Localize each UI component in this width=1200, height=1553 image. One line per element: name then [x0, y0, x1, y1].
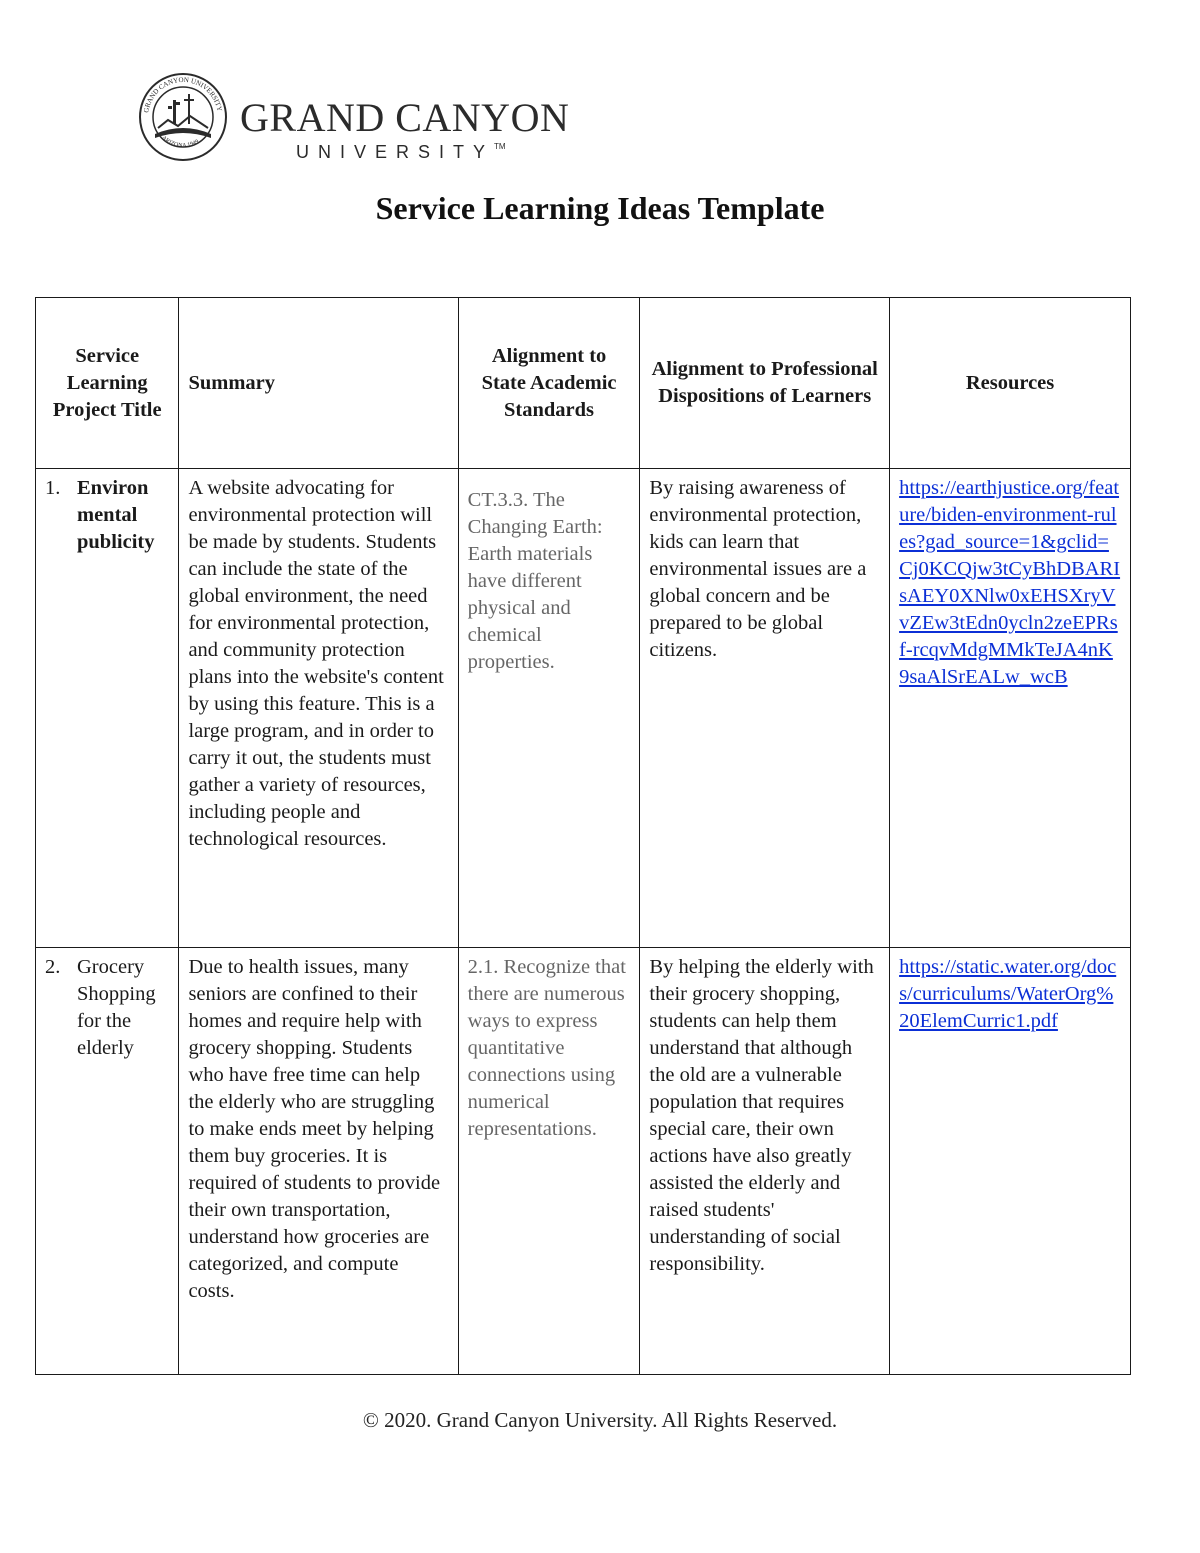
header-state-standards: Alignment to State Academic Standards: [458, 298, 640, 469]
resource-link[interactable]: https://static.water.org/docs/curriculums/WaterOrg%20ElemCurric1.pdf: [899, 956, 1117, 1032]
trademark-mark: TM: [494, 142, 506, 151]
brand-sub-text: [296, 142, 569, 163]
summary-cell: Due to health issues, many seniors are confined to their homes and require help with grocery shopping. Students who have free time can help the elderly who are struggling to make ends meet by helping them buy groceries. It is required of students to provide their own transportation, understand how groceries are categorized, and compute costs.: [179, 948, 458, 1375]
seal-text-top: GRAND CANYON UNIVERSITY: [142, 75, 224, 114]
summary-cell: A website advocating for environmental protection will be made by students. Students can include the state of the global environment, the need for environmental protection, and community protection plans into the website's content by using this feature. This is a large program, and in order to carry it out, the students must gather a variety of resources, including people and technological resources.: [179, 469, 458, 948]
project-title: Environ mental publicity: [77, 477, 155, 553]
table-row: [36, 469, 1131, 948]
standard-text: 2.1. Recognize that there are numerous ways to express quantitative connections using numerical representations.: [467, 956, 626, 1140]
resource-link[interactable]: https://earthjustice.org/feature/biden-environment-rules?gad_source=1&gclid=Cj0KCQjw3tCyBhDBARIsAEY0XNlw0xEHSXryVvZEw3tEdn0ycln2zeEPRsf-rcqvMdgMMkTeJA4nK9saAlSrEALw_wcB: [899, 477, 1121, 688]
header-dispositions: Alignment to Professional Dispositions of Learners: [640, 298, 890, 469]
row-number: 1.: [45, 477, 61, 499]
resource-cell: [890, 469, 1131, 948]
document-title: Service Learning Ideas Template: [375, 190, 825, 226]
gcu-logo: [138, 72, 570, 164]
table-row: [36, 948, 1131, 1375]
project-title: Grocery Shopping for the elderly: [77, 956, 156, 1059]
standard-cell: [458, 948, 640, 1375]
svg-text:ARIZONA 1949: [160, 135, 200, 149]
university-seal-icon: [138, 72, 228, 162]
standard-text: CT.3.3. The Changing Earth: Earth materials have different physical and chemical properties.: [467, 489, 603, 673]
header-resources: Resources: [890, 298, 1131, 469]
copyright-footer: © 2020. Grand Canyon University. All Rights Reserved.: [362, 1408, 838, 1432]
brand-main-text: GRAND CANYON: [240, 95, 570, 140]
resource-cell: [890, 948, 1131, 1375]
table-header-row: [36, 298, 1131, 469]
header-summary: Summary: [179, 298, 458, 469]
disposition-cell: By helping the elderly with their grocery shopping, students can help them understand that although the old are a vulnerable population that requires special care, their own actions have also greatly assisted the elderly and raised students' understanding of social responsibility.: [640, 948, 890, 1375]
header-project-title: Service Learning Project Title: [36, 298, 179, 469]
disposition-cell: By raising awareness of environmental protection, kids can learn that environmental issues are a global concern and be prepared to be global citizens.: [640, 469, 890, 948]
project-title-cell: [36, 948, 179, 1375]
seal-text-bottom: ARIZONA 1949: [160, 135, 200, 149]
brand-wordmark: [240, 95, 570, 163]
project-title-cell: [36, 469, 179, 948]
service-learning-table: [35, 297, 1131, 1375]
brand-sub-label: UNIVERSITY: [296, 142, 495, 162]
row-number: 2.: [45, 956, 61, 978]
standard-cell: [458, 469, 640, 948]
